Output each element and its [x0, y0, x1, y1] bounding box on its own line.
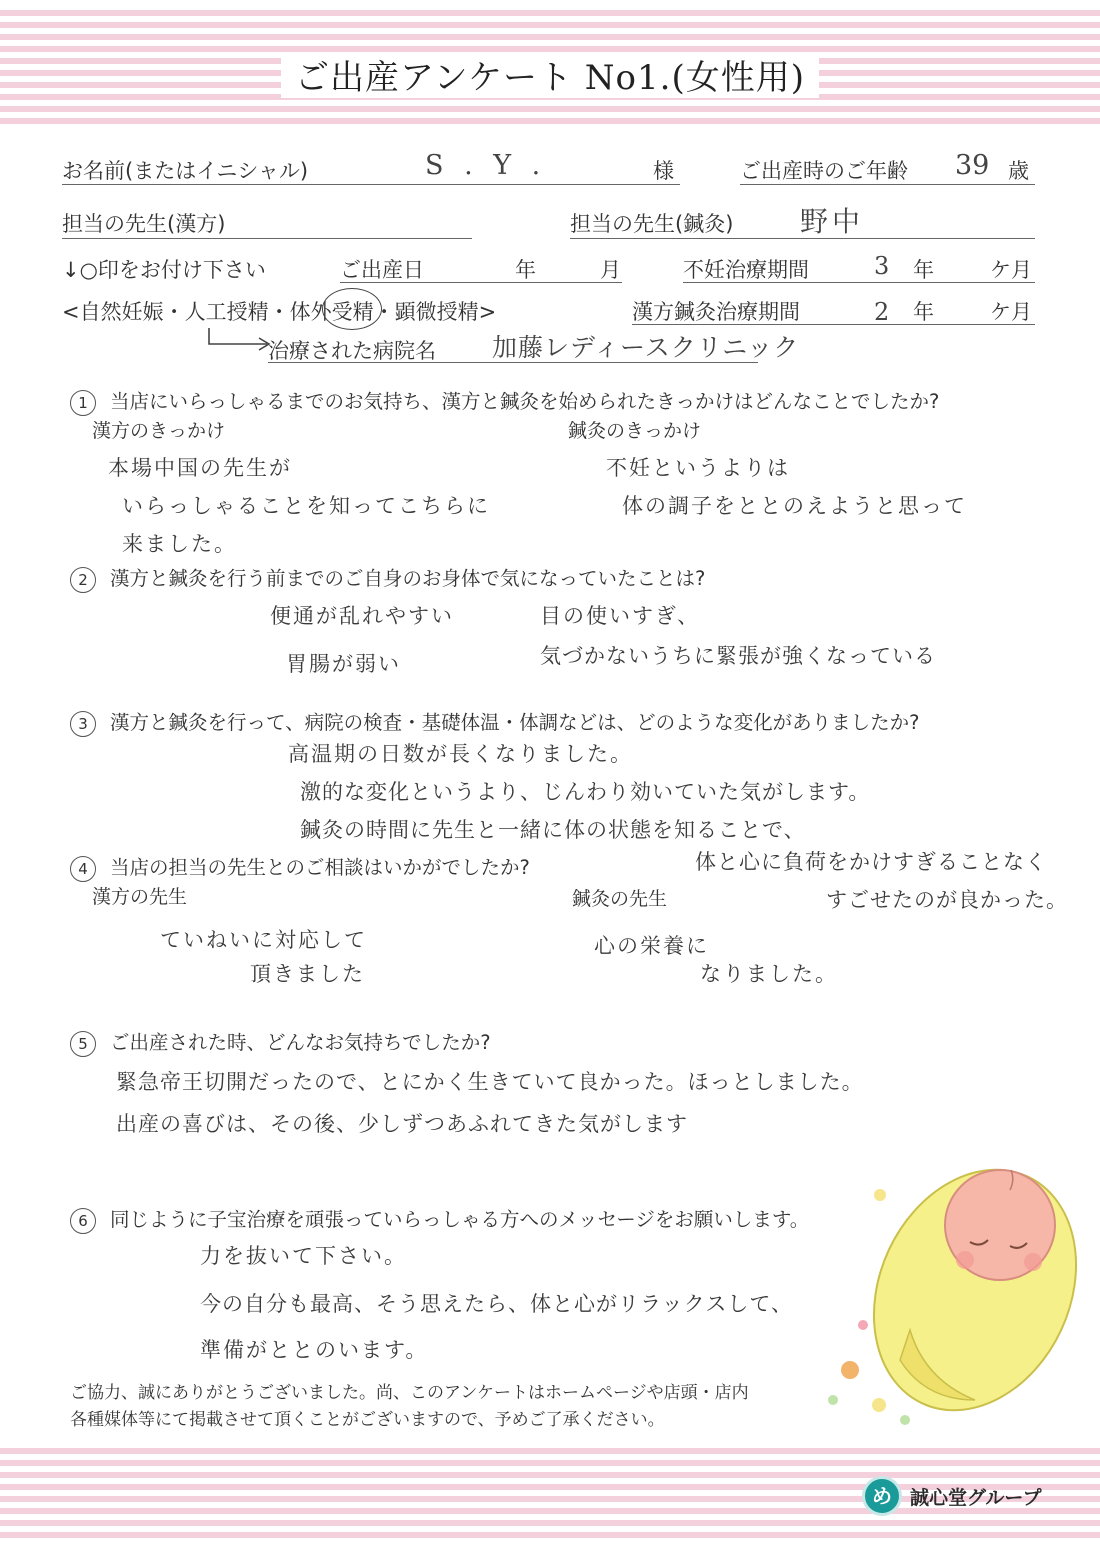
- kampo-period-label: 漢方鍼灸治療期間: [632, 300, 800, 324]
- name-label: お名前(またはイニシャル): [62, 159, 309, 183]
- infertility-underline: [683, 282, 1035, 283]
- q3-answer-line: 体と心に負荷をかけすぎることなく: [695, 850, 1047, 874]
- q3-answer-line: すごせたのが良かった。: [826, 888, 1068, 912]
- q1-right-label: 鍼灸のきっかけ: [568, 420, 702, 442]
- birth-date-label: ご出産日: [340, 258, 424, 282]
- q5-answer-line: 緊急帝王切開だったので、とにかく生きていて良かった。ほっとしました。: [116, 1070, 864, 1094]
- treatment-types: <自然妊娠・人工授精・体外受精・顕微授精>: [62, 300, 497, 324]
- question-6: 6 同じように子宝治療を頑張っていらっしゃる方へのメッセージをお願いします。: [70, 1204, 809, 1234]
- brand-mark-icon: め: [862, 1476, 902, 1516]
- question-3: 3 漢方と鍼灸を行って、病院の検査・基礎体温・体調などは、どのような変化がありましたか?: [70, 707, 919, 737]
- hospital-underline: [268, 362, 758, 363]
- acu-teacher-value: 野中: [800, 205, 865, 238]
- age-unit: 歳: [1008, 159, 1029, 183]
- birth-year-unit: 年: [515, 258, 536, 282]
- kampo-period-years: 2: [874, 298, 890, 326]
- hospital-value: 加藤レディースクリニック: [492, 333, 800, 362]
- q4-right-answer-line: なりました。: [700, 962, 838, 986]
- question-5: 5 ご出産された時、どんなお気持ちでしたか?: [70, 1027, 491, 1057]
- q6-answer-line: 力を抜いて下さい。: [200, 1244, 407, 1268]
- kampo-period-month-unit: ケ月: [990, 300, 1032, 324]
- birth-month-unit: 月: [600, 258, 621, 282]
- q1-right-answer-line: 不妊というよりは: [606, 456, 790, 480]
- name-underline: [62, 184, 680, 185]
- infertility-years: 3: [874, 252, 890, 280]
- kampo-period-year-unit: 年: [913, 300, 934, 324]
- q4-left-label: 漢方の先生: [92, 886, 188, 908]
- name-value: S . Y .: [425, 150, 547, 181]
- q6-answer-line: 今の自分も最高、そう思えたら、体と心がリラックスして、: [200, 1292, 793, 1316]
- age-underline: [740, 184, 1035, 185]
- brand-name: 誠心堂グループ: [910, 1486, 1042, 1509]
- mark-instruction: ↓○印をお付け下さい: [62, 258, 266, 282]
- q3-answer-line: 激的な変化というより、じんわり効いていた気がします。: [300, 780, 871, 804]
- kampo-teacher-underline: [62, 238, 472, 239]
- infertility-month-unit: ケ月: [990, 258, 1032, 282]
- q1-left-answer-line: 本場中国の先生が: [108, 456, 292, 480]
- question-4: 4 当店の担当の先生とのご相談はいかがでしたか?: [70, 852, 530, 882]
- q2-left-answer-line: 胃腸が弱い: [286, 652, 401, 676]
- kampo-teacher-label: 担当の先生(漢方): [62, 212, 226, 236]
- baby-illustration: [805, 1150, 1095, 1450]
- kampo-period-underline: [632, 324, 1035, 325]
- q2-left-answer-line: 便通が乱れやすい: [270, 604, 454, 628]
- hospital-label: 治療された病院名: [268, 339, 436, 363]
- question-2: 2 漢方と鍼灸を行う前までのご自身のお身体で気になっていたことは?: [70, 563, 705, 593]
- age-value: 39: [955, 150, 990, 181]
- q2-right-answer-line: 目の使いすぎ、: [540, 604, 701, 628]
- q1-left-answer-line: いらっしゃることを知ってこちらに: [122, 494, 490, 518]
- page-title: ご出産アンケート No1.(女性用): [0, 50, 1100, 99]
- infertility-year-unit: 年: [913, 258, 934, 282]
- hospital-arrow-icon: [205, 326, 275, 356]
- q5-answer-line: 出産の喜びは、その後、少しずつあふれてきた気がします: [116, 1112, 688, 1136]
- q4-right-label: 鍼灸の先生: [572, 888, 668, 910]
- q1-right-answer-line: 体の調子をととのえようと思って: [622, 494, 967, 518]
- footer-note: ご協力、誠にありがとうございました。尚、このアンケートはホームページや店頭・店内 各種媒体等にて掲載させて頂くことがございますので、予めご了承ください。: [70, 1383, 749, 1430]
- q4-left-answer-line: 頂きました: [250, 962, 365, 986]
- q3-answer-line: 高温期の日数が長くなりました。: [288, 742, 633, 766]
- q1-left-label: 漢方のきっかけ: [92, 420, 226, 442]
- brand-logo: [862, 1476, 1041, 1516]
- q1-left-answer-line: 来ました。: [122, 532, 237, 556]
- q4-right-answer-line: 心の栄養に: [594, 934, 709, 958]
- birth-date-underline: [340, 282, 622, 283]
- age-label: ご出産時のご年齢: [740, 159, 908, 183]
- infertility-label: 不妊治療期間: [683, 258, 809, 282]
- selected-treatment-circle: [322, 288, 382, 330]
- q3-answer-line: 鍼灸の時間に先生と一緒に体の状態を知ることで、: [300, 818, 806, 842]
- acu-teacher-label: 担当の先生(鍼灸): [570, 212, 734, 236]
- q4-left-answer-line: ていねいに対応して: [160, 928, 367, 952]
- q6-answer-line: 準備がととのいます。: [200, 1338, 429, 1362]
- honorific: 様: [653, 159, 674, 183]
- q2-right-answer-line: 気づかないうちに緊張が強くなっている: [540, 644, 936, 668]
- question-1: 1 当店にいらっしゃるまでのお気持ち、漢方と鍼灸を始められたきっかけはどんなことでしたか?: [70, 386, 939, 416]
- acu-teacher-underline: [570, 238, 1035, 239]
